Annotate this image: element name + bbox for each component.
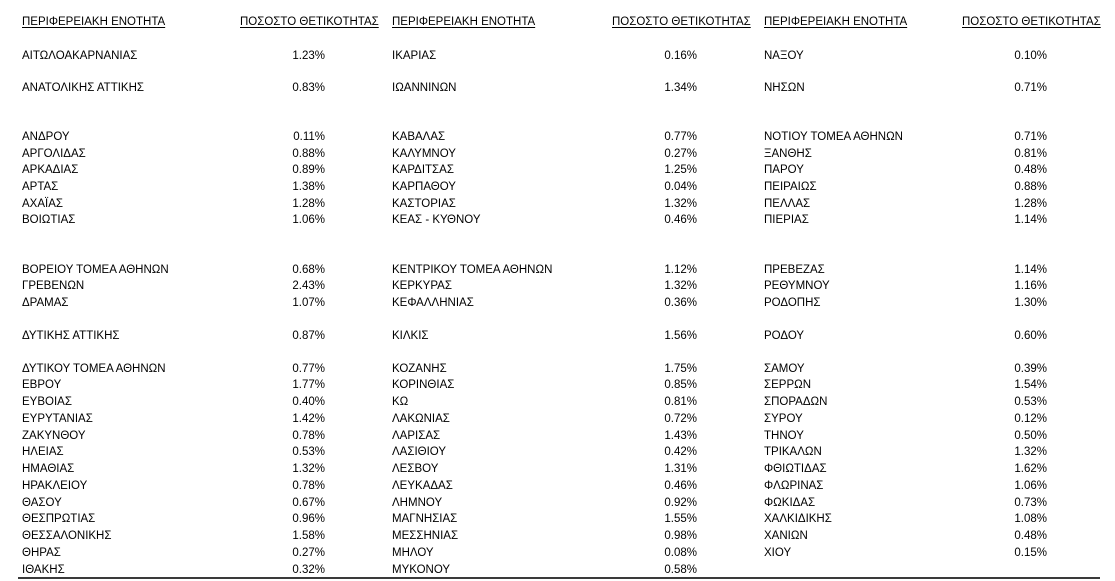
positivity-rate: 0.40% [292,396,325,408]
region-name: ΚΑΛΥΜΝΟΥ [392,148,456,160]
column-header-rate: ΠΟΣΟΣΤΟ ΘΕΤΙΚΟΤΗΤΑΣ [240,16,379,28]
region-name: ΦΛΩΡΙΝΑΣ [764,480,824,492]
region-name: ΑΙΤΩΛΟΑΚΑΡΝΑΝΙΑΣ [22,50,138,62]
positivity-rate: 1.54% [1014,379,1047,391]
positivity-rate: 2.43% [292,280,325,292]
region-name: ΙΩΑΝΝΙΝΩΝ [392,82,457,94]
positivity-rate: 0.81% [1014,148,1047,160]
positivity-rate: 1.42% [292,413,325,425]
positivity-rate: 1.14% [1014,214,1047,226]
positivity-rate: 0.89% [292,164,325,176]
region-name: ΡΕΘΥΜΝΟΥ [764,280,830,292]
positivity-rate: 1.25% [664,164,697,176]
region-name: ΘΕΣΣΑΛΟΝΙΚΗΣ [22,530,112,542]
positivity-rate: 1.06% [292,214,325,226]
positivity-rate: 1.31% [664,463,697,475]
region-name: ΑΡΓΟΛΙΔΑΣ [22,148,86,160]
positivity-rate: 0.10% [1014,50,1047,62]
positivity-rate: 0.88% [292,148,325,160]
region-name: ΜΗΛΟΥ [392,547,434,559]
region-name: ΕΒΡΟΥ [22,379,62,391]
region-name: ΠΕΙΡΑΙΩΣ [764,181,817,193]
positivity-rate: 0.53% [1014,396,1047,408]
region-name: ΡΟΔΟΠΗΣ [764,297,821,309]
positivity-rate: 0.88% [1014,181,1047,193]
positivity-rate: 0.42% [664,446,697,458]
positivity-rate: 0.27% [664,148,697,160]
positivity-rate: 0.46% [664,480,697,492]
region-name: ΙΚΑΡΙΑΣ [392,50,437,62]
region-name: ΔΥΤΙΚΗΣ ΑΤΤΙΚΗΣ [22,330,120,342]
positivity-rate: 0.96% [292,513,325,525]
region-name: ΘΑΣΟΥ [22,497,62,509]
positivity-rate: 1.75% [664,363,697,375]
region-name: ΛΕΥΚΑΔΑΣ [392,480,453,492]
positivity-rate: 0.39% [1014,363,1047,375]
positivity-rate: 0.92% [664,497,697,509]
column-header-region: ΠΕΡΙΦΕΡΕΙΑΚΗ ΕΝΟΤΗΤΑ [764,16,908,28]
region-name: ΕΥΡΥΤΑΝΙΑΣ [22,413,93,425]
table-bottom-rule [18,577,1100,579]
positivity-rate: 0.36% [664,297,697,309]
positivity-rate: 0.78% [292,430,325,442]
region-name: ΚΙΛΚΙΣ [392,330,429,342]
positivity-rate: 1.30% [1014,297,1047,309]
positivity-rate: 1.55% [664,513,697,525]
region-name: ΝΗΣΩΝ [764,82,805,94]
positivity-rate: 0.68% [292,264,325,276]
positivity-rate: 1.28% [1014,198,1047,210]
region-name: ΙΘΑΚΗΣ [22,564,65,576]
positivity-rate: 0.04% [664,181,697,193]
region-name: ΚΑΣΤΟΡΙΑΣ [392,198,456,210]
positivity-rate: 1.34% [664,82,697,94]
region-name: ΒΟΡΕΙΟΥ ΤΟΜΕΑ ΑΘΗΝΩΝ [22,264,169,276]
positivity-rate: 0.60% [1014,330,1047,342]
positivity-rate: 0.71% [1014,82,1047,94]
region-name: ΡΟΔΟΥ [764,330,805,342]
positivity-rate: 1.06% [1014,480,1047,492]
region-name: ΗΜΑΘΙΑΣ [22,463,75,475]
positivity-rate: 0.15% [1014,547,1047,559]
positivity-rate: 0.16% [664,50,697,62]
region-name: ΧΑΛΚΙΔΙΚΗΣ [764,513,832,525]
region-name: ΔΥΤΙΚΟΥ ΤΟΜΕΑ ΑΘΗΝΩΝ [22,363,166,375]
positivity-rate: 0.83% [292,82,325,94]
region-name: ΑΡΚΑΔΙΑΣ [22,164,79,176]
region-name: ΛΗΜΝΟΥ [392,497,443,509]
positivity-rate: 0.08% [664,547,697,559]
region-name: ΦΘΙΩΤΙΔΑΣ [764,463,827,475]
positivity-rate: 0.73% [1014,497,1047,509]
region-name: ΠΡΕΒΕΖΑΣ [764,264,825,276]
region-name: ΛΑΡΙΣΑΣ [392,430,441,442]
positivity-rate: 0.48% [1014,530,1047,542]
region-name: ΑΝΑΤΟΛΙΚΗΣ ΑΤΤΙΚΗΣ [22,82,145,94]
region-name: ΘΗΡΑΣ [22,547,61,559]
region-name: ΤΡΙΚΑΛΩΝ [764,446,822,458]
region-name: ΚΑΡΔΙΤΣΑΣ [392,164,454,176]
region-name: ΚΕΝΤΡΙΚΟΥ ΤΟΜΕΑ ΑΘΗΝΩΝ [392,264,553,276]
region-name: ΛΕΣΒΟΥ [392,463,439,475]
positivity-rate: 0.78% [292,480,325,492]
positivity-rate: 0.71% [1014,131,1047,143]
region-name: ΘΕΣΠΡΩΤΙΑΣ [22,513,96,525]
positivity-rate: 0.98% [664,530,697,542]
positivity-rate: 1.56% [664,330,697,342]
positivity-rate: 1.07% [292,297,325,309]
positivity-rate: 0.58% [664,564,697,576]
positivity-rate: 1.28% [292,198,325,210]
region-name: ΚΟΖΑΝΗΣ [392,363,447,375]
positivity-rate: 0.81% [664,396,697,408]
region-name: ΚΕΑΣ - ΚΥΘΝΟΥ [392,214,481,226]
positivity-rate: 1.58% [292,530,325,542]
region-name: ΗΛΕΙΑΣ [22,446,64,458]
positivity-rate: 0.32% [292,564,325,576]
positivity-rate: 0.53% [292,446,325,458]
region-name: ΑΧΑΪΑΣ [22,198,63,210]
column-header-region: ΠΕΡΙΦΕΡΕΙΑΚΗ ΕΝΟΤΗΤΑ [22,16,166,28]
region-name: ΞΑΝΘΗΣ [764,148,812,160]
positivity-rate: 0.27% [292,547,325,559]
region-name: ΑΝΔΡΟΥ [22,131,70,143]
region-name: ΣΠΟΡΑΔΩΝ [764,396,828,408]
column-header-rate: ΠΟΣΟΣΤΟ ΘΕΤΙΚΟΤΗΤΑΣ [962,16,1101,28]
region-name: ΣΕΡΡΩΝ [764,379,812,391]
region-name: ΓΡΕΒΕΝΩΝ [22,280,85,292]
region-name: ΣΑΜΟΥ [764,363,805,375]
region-name: ΛΑΚΩΝΙΑΣ [392,413,450,425]
region-name: ΠΙΕΡΙΑΣ [764,214,809,226]
positivity-rate: 0.12% [1014,413,1047,425]
column-header-rate: ΠΟΣΟΣΤΟ ΘΕΤΙΚΟΤΗΤΑΣ [612,16,751,28]
region-name: ΖΑΚΥΝΘΟΥ [22,430,86,442]
region-name: ΛΑΣΙΘΙΟΥ [392,446,447,458]
positivity-rate: 1.14% [1014,264,1047,276]
region-name: ΗΡΑΚΛΕΙΟΥ [22,480,88,492]
region-name: ΚΕΡΚΥΡΑΣ [392,280,452,292]
region-name: ΣΥΡΟΥ [764,413,803,425]
positivity-rate: 1.43% [664,430,697,442]
positivity-rate: 1.08% [1014,513,1047,525]
region-name: ΒΟΙΩΤΙΑΣ [22,214,76,226]
region-name: ΚΑΒΑΛΑΣ [392,131,446,143]
positivity-rate: 1.32% [664,280,697,292]
region-name: ΚΩ [392,396,409,408]
positivity-rate: 1.77% [292,379,325,391]
positivity-rate: 0.48% [1014,164,1047,176]
positivity-rate: 1.32% [664,198,697,210]
region-name: ΧΙΟΥ [764,547,792,559]
region-name: ΚΕΦΑΛΛΗΝΙΑΣ [392,297,474,309]
positivity-rate: 0.87% [292,330,325,342]
positivity-rate: 0.85% [664,379,697,391]
region-name: ΜΑΓΝΗΣΙΑΣ [392,513,458,525]
region-name: ΚΑΡΠΑΘΟΥ [392,181,456,193]
positivity-rate: 0.77% [292,363,325,375]
column-header-region: ΠΕΡΙΦΕΡΕΙΑΚΗ ΕΝΟΤΗΤΑ [392,16,536,28]
region-name: ΤΗΝΟΥ [764,430,804,442]
positivity-rate: 1.12% [664,264,697,276]
positivity-rate: 1.32% [292,463,325,475]
region-name: ΠΕΛΛΑΣ [764,198,811,210]
region-name: ΝΟΤΙΟΥ ΤΟΜΕΑ ΑΘΗΝΩΝ [764,131,903,143]
positivity-rate: 0.50% [1014,430,1047,442]
region-name: ΦΩΚΙΔΑΣ [764,497,816,509]
positivity-rate: 0.46% [664,214,697,226]
positivity-rate: 1.38% [292,181,325,193]
region-name: ΧΑΝΙΩΝ [764,530,808,542]
region-name: ΚΟΡΙΝΘΙΑΣ [392,379,455,391]
positivity-rate: 0.77% [664,131,697,143]
region-name: ΔΡΑΜΑΣ [22,297,69,309]
positivity-rate: 0.72% [664,413,697,425]
region-name: ΝΑΞΟΥ [764,50,804,62]
positivity-rate: 1.62% [1014,463,1047,475]
positivity-rate: 1.23% [292,50,325,62]
region-name: ΑΡΤΑΣ [22,181,59,193]
region-name: ΠΑΡΟΥ [764,164,804,176]
positivity-rate: 1.16% [1014,280,1047,292]
region-name: ΜΥΚΟΝΟΥ [392,564,451,576]
positivity-rate: 0.67% [292,497,325,509]
region-name: ΜΕΣΣΗΝΙΑΣ [392,530,459,542]
positivity-rate: 1.32% [1014,446,1047,458]
region-name: ΕΥΒΟΙΑΣ [22,396,72,408]
positivity-rate: 0.11% [293,131,325,143]
